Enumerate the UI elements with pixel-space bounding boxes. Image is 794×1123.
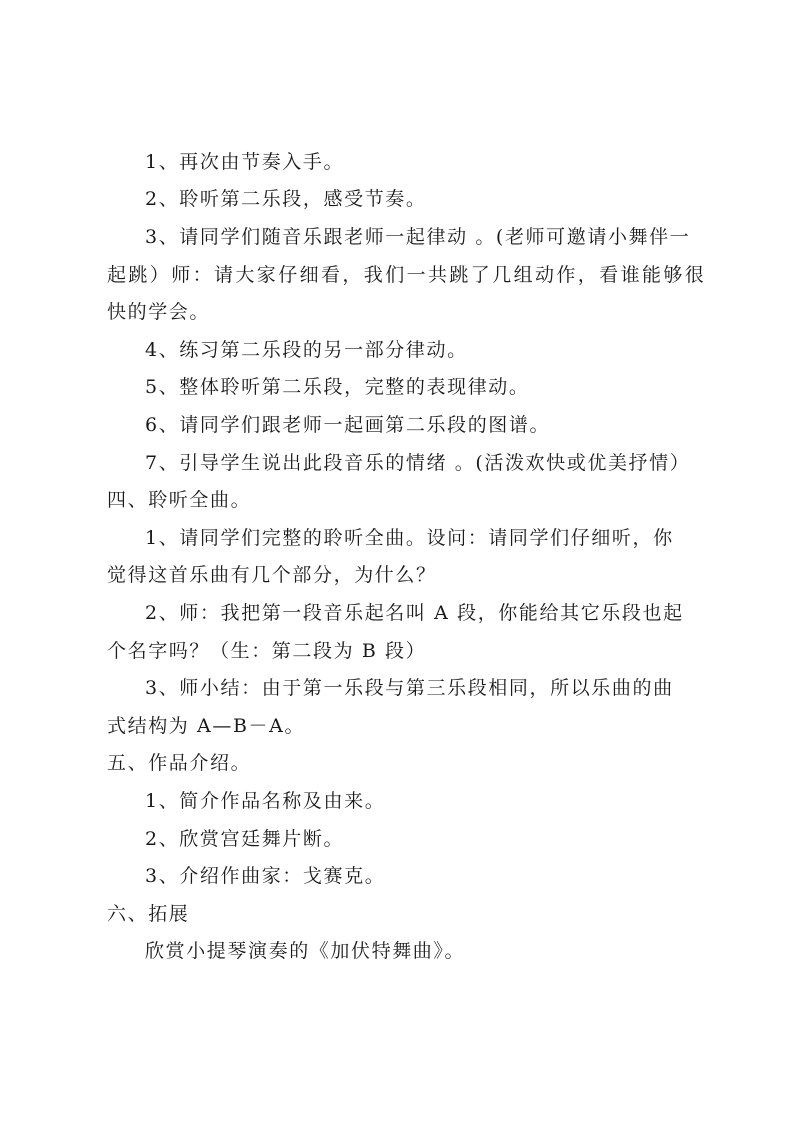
paragraph-line: 7、引导学生说出此段音乐的情绪 。(活泼欢快或优美抒情）	[145, 452, 691, 474]
paragraph-line: 欣赏小提琴演奏的《加伏特舞曲》。	[145, 940, 466, 962]
paragraph-line: 快的学会。	[107, 301, 211, 323]
section-heading: 四、聆听全曲。	[107, 489, 252, 511]
paragraph-line: 3、介绍作曲家：戈赛克。	[145, 865, 386, 887]
paragraph-line: 1、请同学们完整的聆听全曲。设问：请同学们仔细听，你	[145, 527, 674, 549]
paragraph-line: 3、师小结：由于第一乐段与第三乐段相同，所以乐曲的曲	[145, 677, 674, 699]
paragraph-line: 3、请同学们随音乐跟老师一起律动 。(老师可邀请小舞伴一	[145, 226, 691, 248]
paragraph-line: 个名字吗？（生：第二段为 B 段）	[107, 640, 427, 662]
paragraph-line: 式结构为 A—B－A。	[107, 715, 306, 737]
paragraph-line: 2、欣赏宫廷舞片断。	[145, 828, 345, 850]
paragraph-line: 1、再次由节奏入手。	[145, 151, 345, 173]
paragraph-line: 2、师：我把第一段音乐起名叫 A 段，你能给其它乐段也起	[145, 602, 684, 624]
paragraph-line: 5、整体聆听第二乐段，完整的表现律动。	[145, 376, 530, 398]
paragraph-line: 觉得这首乐曲有几个部分，为什么？	[107, 564, 437, 586]
paragraph-line: 2、聆听第二乐段，感受节奏。	[145, 188, 427, 210]
paragraph-line: 6、请同学们跟老师一起画第二乐段的图谱。	[145, 414, 551, 436]
paragraph-line: 4、练习第二乐段的另一部分律动。	[145, 339, 468, 361]
paragraph-line: 1、简介作品名称及由来。	[145, 790, 386, 812]
paragraph-line: 起跳）师：请大家仔细看，我们一共跳了几组动作，看谁能够很	[107, 264, 707, 286]
section-heading: 六、拓展	[107, 903, 190, 925]
section-heading: 五、作品介绍。	[107, 752, 252, 774]
